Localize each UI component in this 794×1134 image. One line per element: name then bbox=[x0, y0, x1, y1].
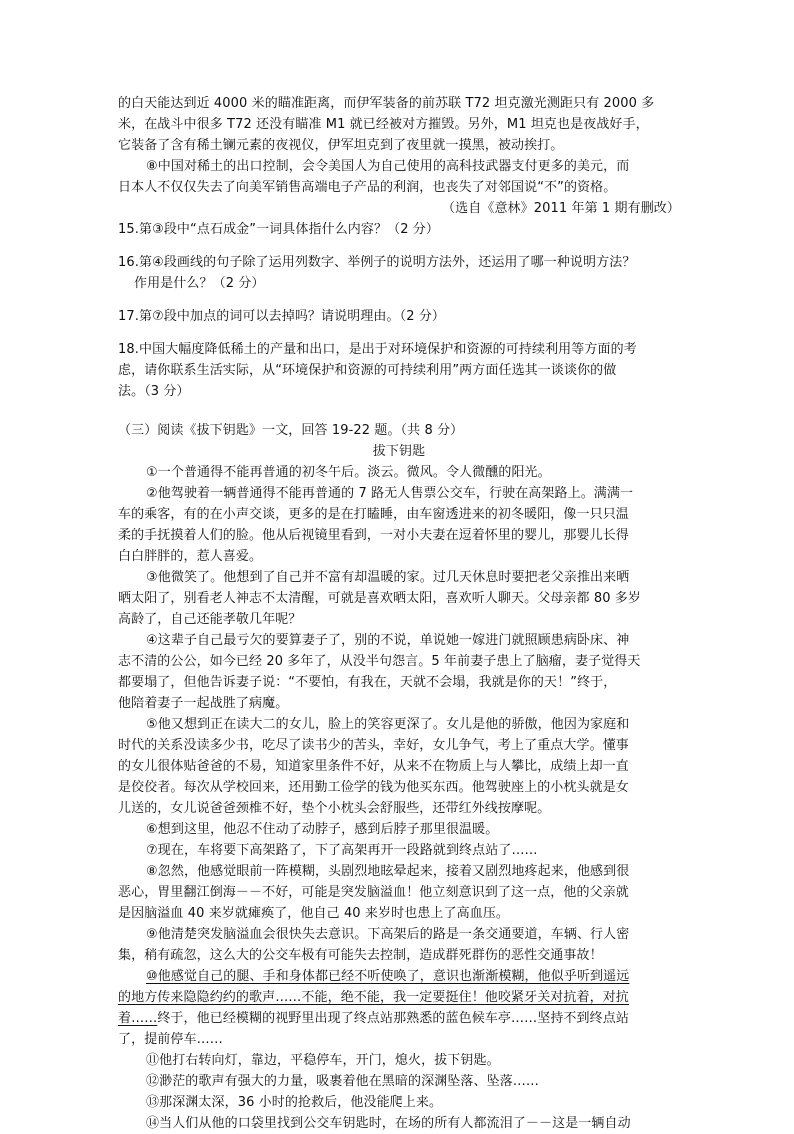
question-18: 18.中国大幅度降低稀土的产量和出口，是出于对环境保护和资源的可持续利用等方面的考 bbox=[118, 342, 637, 357]
question-16-cont: 作用是什么？（2 分） bbox=[134, 276, 265, 291]
story-line: 时代的关系没读多少书，吃尽了读书少的苦头，幸好，女儿争气，考上了重点大学。懂事 bbox=[118, 738, 629, 753]
story-fragment: 终于，他已经模糊的视野里出现了终点站那熟悉的蓝色候车亭……坚持不到终点站 bbox=[157, 1011, 629, 1026]
text-line: ⑧中国对稀土的出口控制，会令美国人为自己使用的高科技武器支付更多的美元，而 bbox=[146, 159, 630, 174]
story-line: 儿送的，女儿说爸爸颈椎不好，垫个小枕头会舒服些，还带红外线按摩呢。 bbox=[118, 801, 551, 816]
source-citation: （选自《意林》2011 年第 1 期有删改） bbox=[442, 201, 680, 216]
text-line: 的白天能达到近 4000 米的瞄准距离，而伊军装备的前苏联 T72 坦克激光测距只有 2000 多 bbox=[118, 96, 655, 111]
story-line: 柔的手抚摸着人们的脸。他从后视镜里看到，一对小夫妻在逗着怀里的婴儿，那婴儿长得 bbox=[118, 528, 629, 543]
underlined-line: 的地方传来隐隐约约的歌声……不能，绝不能，我一定要挺住！他咬紧牙关对抗着，对抗 bbox=[118, 990, 629, 1005]
story-line: ⑤他又想到正在读大二的女儿，脸上的笑容更深了。女儿是他的骄傲，他因为家庭和 bbox=[146, 717, 630, 732]
underlined-fragment: 着…… bbox=[118, 1011, 158, 1026]
story-line: 的女儿很体贴爸爸的不易，知道家里条件不好，从来不在物质上与人攀比，成绩上却一直 bbox=[118, 759, 629, 774]
story-line: 他陪着妻子一起战胜了病魔。 bbox=[118, 696, 289, 711]
question-18-cont: 法。（3 分） bbox=[118, 384, 190, 399]
story-line: ③他微笑了。他想到了自己并不富有却温暖的家。过几天休息时要把老父亲推出来晒 bbox=[146, 570, 630, 585]
story-line bbox=[118, 1008, 680, 1029]
story-line: 白白胖胖的，惹人喜爱。 bbox=[118, 549, 263, 564]
text-line: 米，在战斗中很多 T72 还没有瞄准 M1 就已经被对方摧毁。另外，M1 坦克也是夜战好手， bbox=[118, 117, 649, 132]
document-page bbox=[118, 93, 680, 1134]
story-line: 集，稍有疏忽，这么大的公交车极有可能失去控制，造成群死群伤的恶性交通事故！ bbox=[118, 948, 603, 963]
story-line: 高龄了，自己还能孝敬几年呢？ bbox=[118, 612, 302, 627]
story-line: 了，提前停车…… bbox=[118, 1032, 223, 1047]
story-line: 是因脑溢血 40 来岁就瘫痪了，他自己 40 来岁时也患上了高血压。 bbox=[118, 906, 510, 921]
question-16: 16.第④段画线的句子除了运用列数字、举例子的说明方法外，还运用了哪一种说明方法？ bbox=[118, 255, 636, 270]
story-line: ⑨他清楚突发脑溢血会很快失去意识。下高架后的路是一条交通要道，车辆、行人密 bbox=[146, 927, 630, 942]
text-line: 它装备了含有稀土镧元素的夜视仪，伊军坦克到了夜里就一摸黑，被动挨打。 bbox=[118, 138, 564, 153]
story-line: 志不清的公公，如今已经 20 多年了，从没半句怨言。5 年前妻子患上了脑瘤，妻子觉得天 bbox=[118, 654, 641, 669]
story-line: ⑪他打右转向灯，靠边，平稳停车，开门，熄火，拔下钥匙。 bbox=[146, 1053, 500, 1068]
section-heading: （三）阅读《拔下钥匙》一文，回答 19-22 题。（共 8 分） bbox=[118, 423, 464, 438]
story-line: ⑦现在，车将要下高架路了，下了高架再开一段路就到终点站了…… bbox=[146, 843, 538, 858]
story-line: ⑭当人们从他的口袋里找到公交车钥匙时，在场的所有人都流泪了－－这是一辆自动 bbox=[146, 1116, 631, 1131]
story-line: ⑥想到这里，他忍不住动了动脖子，感到后脖子那里很温暖。 bbox=[146, 822, 499, 837]
story-line: ⑧忽然，他感觉眼前一阵模糊，头剧烈地眩晕起来，接着又剧烈地疼起来，他感到很 bbox=[146, 864, 630, 879]
story-line: ④这辈子自己最亏欠的要算妻子了，别的不说，单说她一嫁进门就照顾患病卧床、神 bbox=[146, 633, 630, 648]
story-line: ①一个普通得不能再普通的初冬午后。淡云。微风。令人微醺的阳光。 bbox=[146, 465, 551, 480]
story-title: 拔下钥匙 bbox=[372, 444, 426, 459]
question-15: 15.第③段中“点石成金”一词具体指什么内容？（2 分） bbox=[118, 222, 440, 237]
story-line: ⑬那深渊太深，36 小时的抢救后，他没能爬上来。 bbox=[146, 1095, 443, 1110]
story-line: ②他驾驶着一辆普通得不能再普通的 7 路无人售票公交车，行驶在高架路上。满满一 bbox=[146, 486, 634, 501]
question-18-cont: 虑，请你联系生活实际，从“环境保护和资源的可持续利用”两方面任选其一谈谈你的做 bbox=[118, 363, 617, 378]
underlined-line: ⑩他感觉自己的腿、手和身体都已经不听使唤了，意识也渐渐模糊，他似乎听到遥远 bbox=[146, 969, 630, 984]
text-line: 日本人不仅仅失去了向美军销售高端电子产品的利润，也丧失了对邻国说“不”的资格。 bbox=[118, 180, 617, 195]
story-line: ⑫渺茫的歌声有强大的力量，吸裹着他在黑暗的深渊坠落、坠落…… bbox=[146, 1074, 540, 1089]
story-line: 晒太阳了，别看老人神志不太清醒，可就是喜欢晒太阳，喜欢听人聊天。父母亲都 80 多岁 bbox=[118, 591, 642, 606]
story-line: 恶心，胃里翻江倒海－－不好，可能是突发脑溢血！他立刻意识到了这一点，他的父亲就 bbox=[118, 885, 629, 900]
story-line: 都要塌了，但他告诉妻子说：“不要怕，有我在，天就不会塌，我就是你的天！”终于， bbox=[118, 675, 617, 690]
story-line: 是佼佼者。每次从学校回来，还用勤工俭学的钱为他买东西。他驾驶座上的小枕头就是女 bbox=[118, 780, 629, 795]
question-17: 17.第⑦段中加点的词可以去掉吗？请说明理由。（2 分） bbox=[118, 309, 446, 324]
story-line: 车的乘客，有的在小声交谈，更多的是在打瞌睡，由车窗透进来的初冬暖阳，像一只只温 bbox=[118, 507, 629, 522]
